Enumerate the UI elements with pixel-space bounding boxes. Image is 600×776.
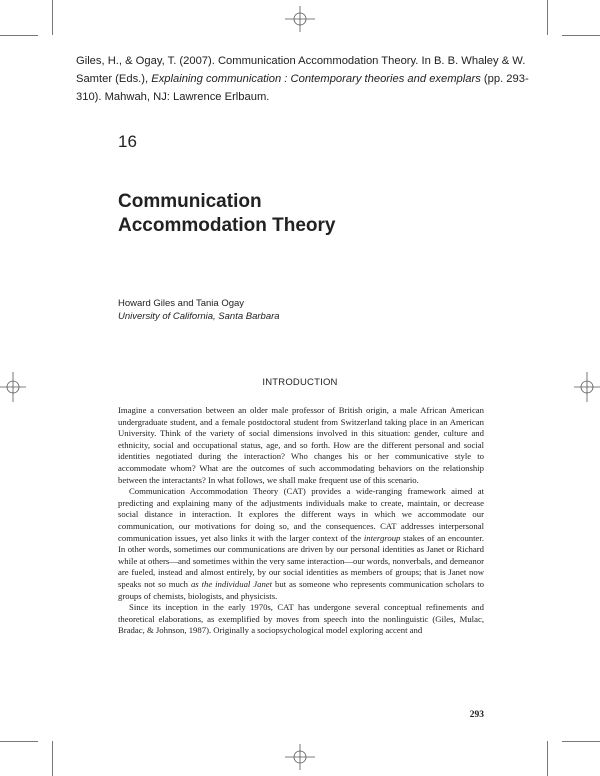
body-text [118,405,484,637]
paragraph: Since its inception in the early 1970s, CAT has undergone several conceptual refinements and theoretical elaborations, as exemplified by moves from speech into the nonlinguistic (Giles, Mulac, Bradac, & Johnson, 1987). Originally a sociopsychological model exploring accent and [118,602,484,636]
paragraph [118,486,484,602]
italic-term: as the individual Janet [190,578,273,589]
chapter-title-line: Accommodation Theory [118,215,336,236]
registration-mark-icon [0,372,26,402]
text-run: but as someone who represents communication scholars to groups of chemists, biologists, and physicists. [118,578,485,601]
registration-mark-icon [574,372,600,402]
section-heading: INTRODUCTION [262,377,338,388]
citation [76,52,546,106]
citation-text: Giles, H., & Ogay, T. (2007). Communication Accommodation Theory. In B. B. Whaley & W. Samter (Eds.), [76,55,526,85]
crop-mark [547,0,548,35]
crop-mark [52,741,53,776]
citation-book-title: Explaining communication : Contemporary theories and exemplars [151,73,481,85]
text-run: stakes of an encounter. In other words, sometimes our communications are driven by our personal identities as Janet or Richard while at others—and sometimes within the very same interaction—our words, nonverbals, and demeanor are fueled, instead and almost entirely, by our social identities as members of groups; that is Janet now speaks not so much [118,532,484,589]
page-number: 293 [469,710,484,720]
chapter-title [118,190,335,238]
crop-mark [0,741,38,742]
registration-mark-icon [285,6,315,32]
author-block [118,297,280,323]
chapter-number: 16 [118,132,137,151]
crop-mark [562,741,600,742]
author-affiliation: University of California, Santa Barbara [118,311,280,322]
italic-term: intergroup [363,532,401,543]
crop-mark [562,35,600,36]
chapter-title-line: Communication [118,191,262,212]
paragraph: Imagine a conversation between an older male professor of British origin, a male African American undergraduate student, and a female postdoctoral student from Switzerland taking place in an American University. Think of the variety of social dimensions involved in this situation: gender, culture and ethnicity, social and occupational status, age, and so forth. How are the different personal and social identities negotiated during the interaction? Who changes his or her communicative style to accommodate whom? What are the outcomes of such accommodating behaviors on the relationship between the interactants? In what follows, we shall make frequent use of this scenario. [118,405,484,485]
crop-mark [547,741,548,776]
text-run: Communication Accommodation Theory (CAT) provides a wide-ranging framework aimed at predicting and explaining many of the adjustments individuals make to create, maintain, or decrease social distance in interaction. It explores the different ways in which we accommodate our communication, our motivations for doing so, and the consequences. CAT addresses interpersonal communication issues, yet also links it with the larger context of the [118,486,484,543]
author-names: Howard Giles and Tania Ogay [118,298,245,309]
registration-mark-icon [285,744,315,770]
citation-text: (pp. 293-310). Mahwah, NJ: Lawrence Erlbaum. [76,73,529,103]
crop-mark [52,0,53,35]
crop-mark [0,35,38,36]
